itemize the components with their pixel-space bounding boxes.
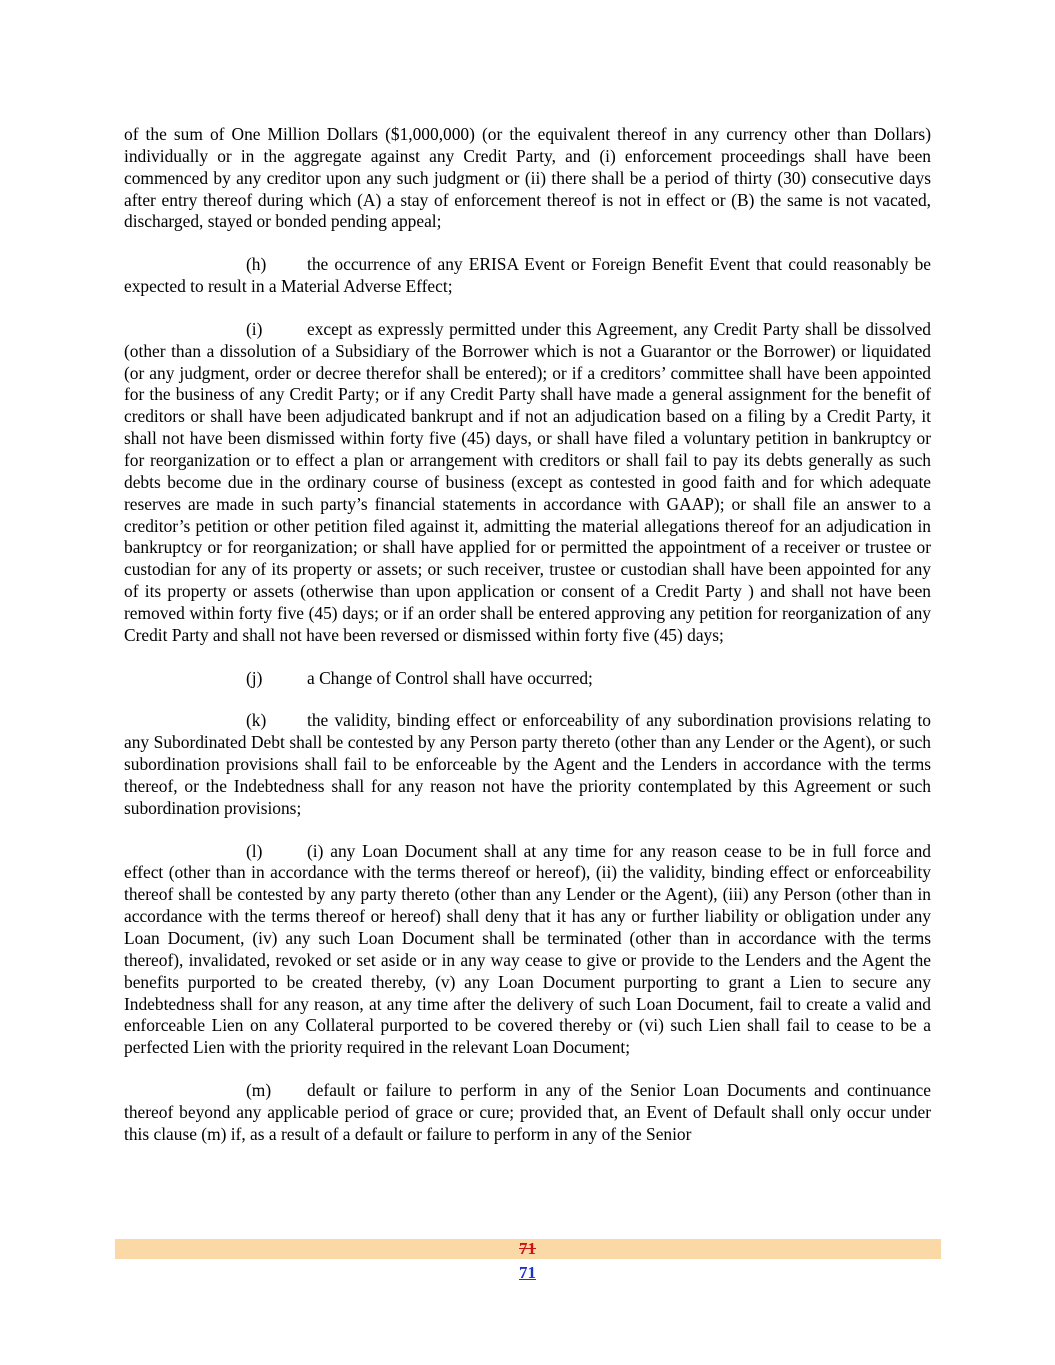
clause-label: (h) — [246, 254, 267, 275]
clause-text: except as expressly permitted under this Agreement, any Credit Party shall be dissolved (other than a dissolution of a Subsidiary of the Borrower which is not a Guarantor or the Borrower) or liquidated (or any judgment, order or decree therefor shall be entered); or if a creditors’ committee shall have been appointed for the business of any Credit Party; or if any Credit Party shall have made a general assignment for the benefit of creditors or shall have been adjudicated bankrupt and if not an adjudication based on a filing by a Credit Party, it shall not have been dismissed within forty five (45) days, or shall have filed a voluntary petition in bankruptcy or for reorganization or to effect a plan or arrangement with creditors or shall fail to pay its debts generally as such debts become due in the ordinary course of business (except as contested in good faith and for which adequate reserves are made in such party’s financial statements in accordance with GAAP); or shall file an answer to a creditor’s petition or other petition filed against it, admitting the material allegations thereof for an adjudication in bankruptcy or for reorganization; or shall have applied for or permitted the appointment of a receiver or trustee or custodian for any of its property or assets; or such receiver, trustee or custodian shall have been appointed for any of its property or assets (otherwise than upon application or consent of a Credit Party ) and shall not have been removed within forty five (45) days; or if an order shall be entered approving any petition for reorganization of any Credit Party and shall not have been reversed or dismissed within forty five (45) days; — [124, 318, 931, 645]
clause-j — [124, 668, 931, 690]
clause-label: (l) — [246, 840, 263, 861]
clause-m — [124, 1080, 931, 1146]
deleted-page-number: 71 — [519, 1239, 536, 1258]
clause-label: (i) — [246, 318, 263, 339]
clause-i — [124, 319, 931, 647]
clause-label: (j) — [246, 667, 263, 688]
paragraph-g-continuation: of the sum of One Million Dollars ($1,000,000) (or the equivalent thereof in any currency other than Dollars) individually or in the aggregate against any Credit Party, and (i) enforcement proceedings shall have been commenced by any creditor upon any such judgment or (ii) there shall be a period of thirty (30) consecutive days after entry thereof during which (A) a stay of enforcement thereof is not in effect or (B) the same is not vacated, discharged, stayed or bonded pending appeal; — [124, 124, 931, 232]
document-page — [124, 124, 931, 1167]
inserted-page-number: 71 — [519, 1263, 536, 1282]
clause-text: a Change of Control shall have occurred; — [307, 667, 593, 688]
clause-text: the occurrence of any ERISA Event or Foreign Benefit Event that could reasonably be expected to result in a Material Adverse Effect; — [124, 254, 931, 297]
clause-text: (i) any Loan Document shall at any time for any reason cease to be in full force and effect (other than in accordance with the terms thereof or hereof), (ii) the validity, binding effect or enforceability thereof shall be contested by any party thereto (other than any Lender or the Agent), (iii) any Person (other than in accordance with the terms thereof or hereof) shall deny that it has any or further liability or obligation under any Loan Document, (iv) any such Loan Document shall be terminated (other than in accordance with the terms thereof), invalidated, revoked or set aside or in any way cease to give or provide to the Lenders and the Agent the benefits purported to be created thereby, (v) any Loan Document purporting to grant a Lien to secure any Indebtedness shall for any reason, at any time after the delivery of such Loan Document, fail to create a valid and enforceable Lien on any Collateral purported to be covered thereby or (vi) such Lien shall fail to cease to be a perfected Lien with the priority required in the relevant Loan Document; — [124, 840, 931, 1058]
clause-text: default or failure to perform in any of the Senior Loan Documents and continuance thereof beyond any applicable period of grace or cure; provided that, an Event of Default shall only occur under this clause (m) if, as a result of a default or failure to perform in any of the Senior — [124, 1080, 931, 1144]
clause-label: (m) — [246, 1080, 272, 1101]
clause-h — [124, 254, 931, 298]
clause-text: the validity, binding effect or enforceability of any subordination provisions relating to any Subordinated Debt shall be contested by any Person party thereto (other than any Lender or the Agent), or such subordination provisions shall fail to be enforceable by the Agent and the Lenders in accordance with the terms thereof, or the Indebtedness shall for any reason not have the priority contemplated by this Agreement or such subordination provisions; — [124, 710, 931, 818]
clause-k — [124, 710, 931, 819]
clause-l — [124, 841, 931, 1059]
clause-label: (k) — [246, 710, 267, 731]
